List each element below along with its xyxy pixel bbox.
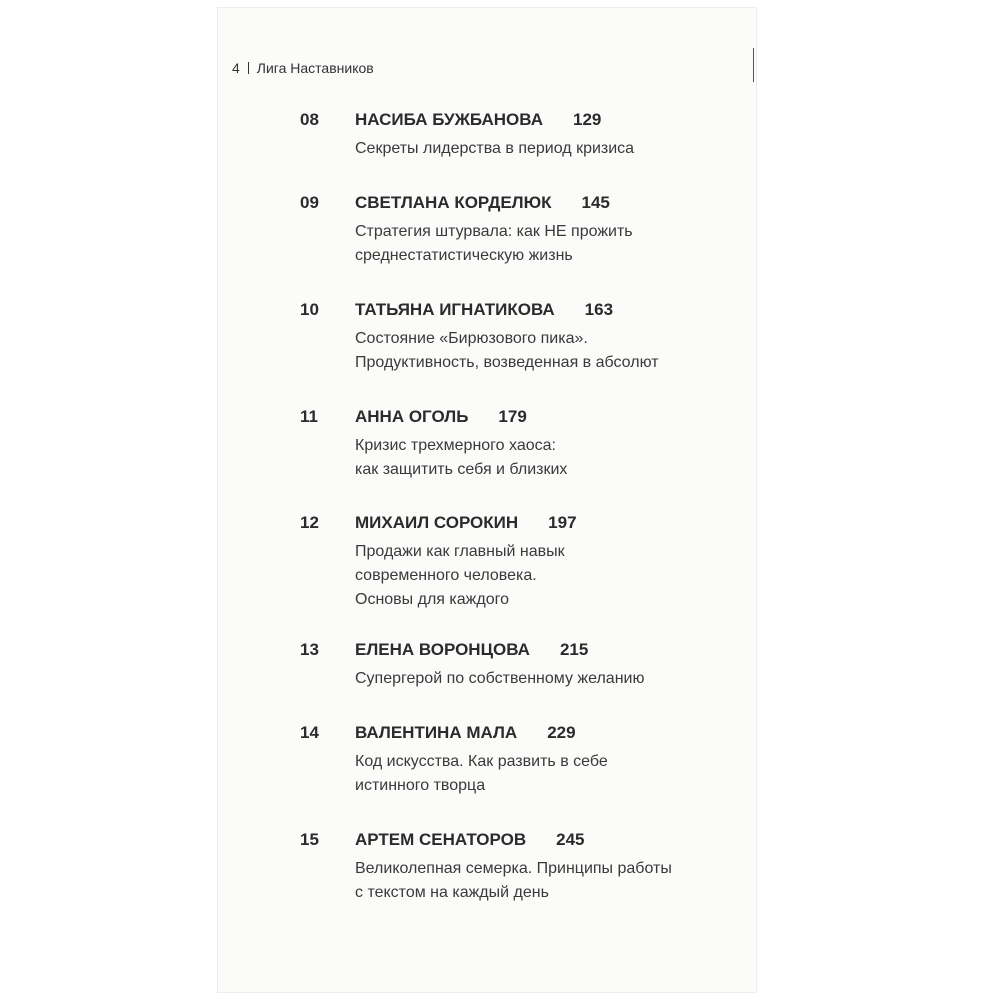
chapter-title-line: Стратегия штурвала: как НЕ прожить <box>355 223 633 240</box>
chapter-title <box>355 667 644 691</box>
chapter-title <box>355 434 567 482</box>
chapter-title-line: Продажи как главный навык <box>355 543 565 560</box>
header-page-number: 4 <box>232 60 240 76</box>
chapter-title <box>355 327 659 375</box>
author-name: ЕЛЕНА ВОРОНЦОВА <box>355 640 530 659</box>
chapter-title-line: среднестатистическую жизнь <box>355 247 573 264</box>
chapter-title <box>355 540 565 612</box>
chapter-number: 14 <box>300 723 319 742</box>
chapter-title <box>355 220 633 268</box>
chapter-title-line: Секреты лидерства в период кризиса <box>355 140 635 157</box>
header-title: Лига Наставников <box>256 60 374 76</box>
chapter-title-line: Кризис трехмерного хаоса: <box>355 437 556 454</box>
page-number: 145 <box>581 193 610 212</box>
chapter-title-line: Великолепная семерка. Принципы работы <box>355 860 672 877</box>
page-number: 129 <box>573 110 602 129</box>
author-name: АННА ОГОЛЬ <box>355 407 469 426</box>
page-number: 229 <box>547 723 576 742</box>
chapter-number: 13 <box>300 640 319 659</box>
page-number: 245 <box>556 830 585 849</box>
chapter-title-line: Код искусства. Как развить в себе <box>355 753 608 770</box>
chapter-title <box>355 137 634 161</box>
chapter-title-line: как защитить себя и близких <box>355 461 568 478</box>
chapter-title-line: современного человека. <box>355 567 537 584</box>
chapter-title-line: Основы для каждого <box>355 591 509 608</box>
chapter-number: 10 <box>300 300 319 319</box>
chapter-title <box>355 857 672 905</box>
author-name: ВАЛЕНТИНА МАЛА <box>355 723 518 742</box>
author-name: МИХАИЛ СОРОКИН <box>355 513 519 532</box>
page-number: 215 <box>559 640 589 659</box>
chapter-title-line: Супергерой по собственному желанию <box>355 670 645 687</box>
author-name: АРТЕМ СЕНАТОРОВ <box>355 830 527 849</box>
chapter-title-line: Состояние «Бирюзового пика». <box>355 330 588 347</box>
author-name: СВЕТЛАНА КОРДЕЛЮК <box>355 193 552 212</box>
chapter-title-line: Продуктивность, возведенная в абсолют <box>355 354 659 371</box>
page-edge-mark <box>753 48 754 82</box>
page-number: 179 <box>498 407 527 426</box>
running-header <box>232 60 374 76</box>
chapter-number: 15 <box>300 830 319 849</box>
chapter-number: 09 <box>300 193 319 212</box>
chapter-number: 08 <box>300 110 319 129</box>
author-name: ТАТЬЯНА ИГНАТИКОВА <box>355 300 555 319</box>
author-name: НАСИБА БУЖБАНОВА <box>355 110 543 129</box>
chapter-number: 12 <box>300 513 319 532</box>
page-number: 163 <box>584 300 614 319</box>
chapter-number: 11 <box>300 407 318 426</box>
page-number: 197 <box>548 513 577 532</box>
chapter-title-line: истинного творца <box>355 777 486 794</box>
header-divider <box>248 62 249 74</box>
chapter-title <box>355 750 608 798</box>
chapter-title-line: с текстом на каждый день <box>355 884 549 901</box>
